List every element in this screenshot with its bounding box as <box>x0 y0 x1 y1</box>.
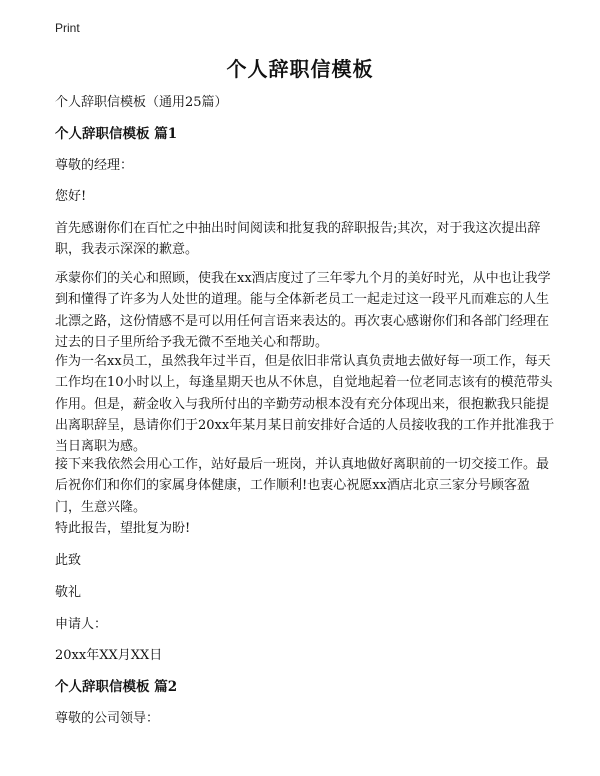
paragraph-2: 承蒙你们的关心和照顾，使我在xx酒店度过了三年零九个月的美好时光，从中也让我学到和懂得了许多为人处世的道理。能与全体新老员工一起走过这一段平凡而难忘的人生北漂之路，这份情感不是可以用任何言语来表达的。再次衷心感谢你们和各部门经理在过去的日子里所给予我无微不至地关心和帮助。 <box>55 271 551 350</box>
applicant-label: 申请人： <box>55 617 108 632</box>
closing-line: 特此报告，望批复为盼! <box>55 521 191 536</box>
section-heading-1: 个人辞职信模板 篇1 <box>55 126 178 142</box>
page-title: 个人辞职信模板 <box>226 57 374 81</box>
print-link[interactable]: Print <box>55 21 80 35</box>
sign-off-1: 此致 <box>55 553 82 568</box>
salutation-2: 尊敬的公司领导： <box>55 711 160 726</box>
section-heading-2: 个人辞职信模板 篇2 <box>55 679 178 695</box>
salutation-1: 尊敬的经理： <box>55 158 134 173</box>
paragraph-3: 作为一名xx员工，虽然我年过半百，但是依旧非常认真负责地去做好每一项工作，每天工作均在10小时以上，每逢星期天也从不休息，自觉地起着一位老同志该有的模范带头作用。但是，薪金收入与我所付出的辛勤劳动根本没有充分体现出来，很抱歉我只能提出离职辞呈，恳请你们于20xx年某月某日前安排好合适的人员接收我的工作并批准我于当日离职为感。 <box>55 354 555 455</box>
greeting: 您好! <box>55 189 87 204</box>
document-subtitle: 个人辞职信模板（通用25篇） <box>55 95 228 110</box>
paragraph-1: 首先感谢你们在百忙之中抽出时间阅读和批复我的辞职报告;其次，对于我这次提出辞职，我表示深深的歉意。 <box>55 221 541 258</box>
paragraph-4: 接下来我依然会用心工作，站好最后一班岗，并认真地做好离职前的一切交接工作。最后祝你们和你们的家属身体健康，工作顺利!也衷心祝愿xx酒店北京三家分号顾客盈门，生意兴隆。 <box>55 457 550 515</box>
date-line: 20xx年XX月XX日 <box>55 648 163 663</box>
sign-off-2: 敬礼 <box>55 585 82 600</box>
